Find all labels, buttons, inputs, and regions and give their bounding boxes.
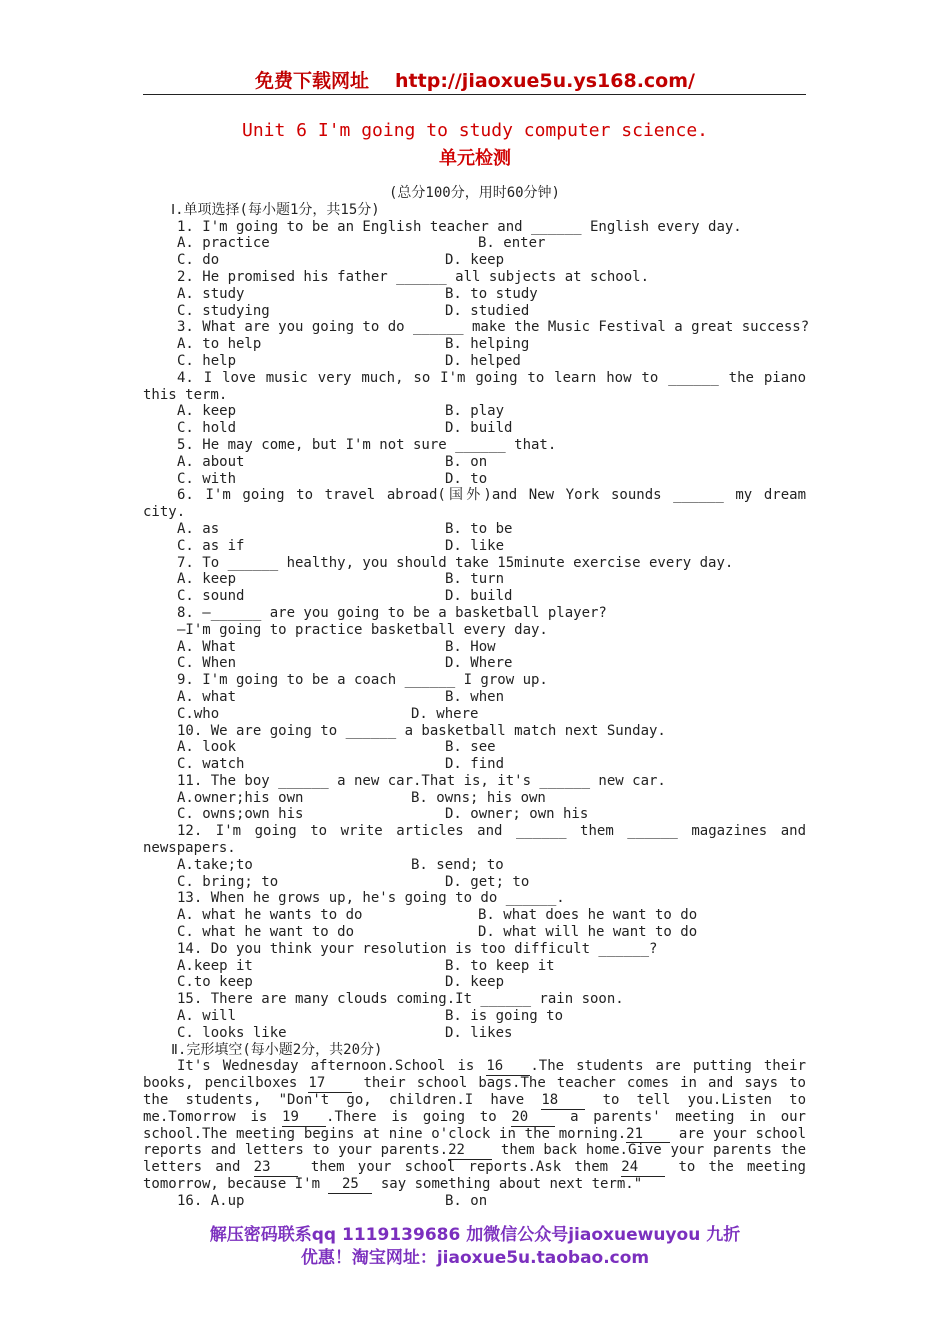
option: A. to help	[177, 336, 262, 353]
question-15: 15. There are many clouds coming.It ______ rain soon.	[177, 991, 624, 1008]
option: B. owns; his own	[411, 789, 546, 806]
options-row	[143, 706, 806, 723]
question-7: 7. To ______ healthy, you should take 15minute exercise every day.	[177, 554, 734, 571]
option: D. to	[445, 470, 488, 487]
options-row	[143, 739, 806, 756]
cloze-passage-line: tomorrow, because I'm 25 say something about next term."	[143, 1176, 643, 1193]
option: C. as if	[177, 537, 245, 554]
cloze-blank: 18	[541, 1092, 585, 1110]
question-8: 8. —______ are you going to be a basketball player?	[177, 604, 607, 621]
options-row	[143, 790, 806, 807]
option: B. on	[445, 1192, 488, 1209]
question-3: 3. What are you going to do ______ make the Music Festival a great success?	[177, 319, 810, 336]
option: B. play	[445, 403, 505, 420]
cloze-passage-line: the students, "Don't go, children.I have 18 to tell you.Listen to	[143, 1092, 807, 1109]
option: D. studied	[445, 302, 530, 319]
question-5: 5. He may come, but I'm not sure ______ that.	[177, 436, 557, 453]
option: C. watch	[177, 756, 245, 773]
options-row	[143, 454, 806, 471]
options-row	[143, 806, 806, 823]
header-url-link[interactable]: http://jiaoxue5u.ys168.com/	[395, 70, 695, 92]
option: D. keep	[445, 974, 505, 991]
option: D. owner; own his	[445, 806, 589, 823]
option: D. Where	[445, 655, 513, 672]
options-row	[143, 756, 806, 773]
options-row	[143, 874, 806, 891]
option: D. get; to	[445, 873, 530, 890]
option: C. do	[177, 252, 220, 269]
option: C. bring; to	[177, 873, 279, 890]
cloze-blank: 17	[308, 1075, 352, 1093]
section-heading: Ⅱ.完形填空(每小题2分，共20分)	[171, 1041, 383, 1058]
option: A. What	[177, 638, 237, 655]
cloze-passage-line: school.The meeting begins at nine o'clock in the morning.21 are your school	[143, 1125, 807, 1142]
option: A. what	[177, 688, 237, 705]
page-header	[0, 66, 950, 93]
options-row	[143, 639, 806, 656]
option: D. find	[445, 756, 505, 773]
options-row	[143, 907, 806, 924]
options-row	[143, 286, 806, 303]
cloze-passage-line: It's Wednesday afternoon.School is 16 .The students are putting their	[177, 1058, 806, 1075]
options-row	[143, 235, 806, 252]
cloze-passage-line: letters and 23 them your school reports.Ask them 24 to the meeting	[143, 1159, 806, 1176]
cloze-passage-line: me.Tomorrow is 19 .There is going to 20 a parents' meeting in our	[143, 1108, 806, 1125]
cloze-passage-line: books, pencilboxes 17 their school bags.The teacher comes in and says to	[143, 1075, 806, 1092]
option: D. where	[411, 705, 479, 722]
option: A.owner;his own	[177, 789, 304, 806]
options-row	[143, 924, 806, 941]
option: A.keep it	[177, 957, 253, 974]
page-subtitle: 单元检测	[439, 148, 511, 169]
option: D. helped	[445, 352, 521, 369]
option: B. How	[445, 638, 496, 655]
question-8-response: —I'm going to practice basketball every day.	[177, 621, 548, 638]
option: A. will	[177, 1008, 237, 1025]
option: B. turn	[445, 571, 505, 588]
question-13: 13. When he grows up, he's going to do ______.	[177, 890, 565, 907]
options-row	[143, 403, 806, 420]
options-row	[143, 538, 806, 555]
option: C. studying	[177, 302, 270, 319]
options-row	[143, 303, 806, 320]
option: C. help	[177, 352, 237, 369]
options-row	[143, 958, 806, 975]
cloze-passage-line: reports and letters to your parents.22 them back home.Give your parents the	[143, 1142, 806, 1159]
question-4-continued: this term.	[143, 386, 228, 403]
option: B. helping	[445, 336, 530, 353]
cloze-blank: 24	[621, 1159, 665, 1177]
option: A. what he wants to do	[177, 907, 363, 924]
options-row	[143, 588, 806, 605]
option: D. build	[445, 588, 513, 605]
option: D. what will he want to do	[478, 924, 698, 941]
option: B. on	[445, 453, 488, 470]
page-title: Unit 6 I'm going to study computer science.	[242, 120, 708, 141]
question-12: 12. I'm going to write articles and ______ them ______ magazines and	[177, 823, 806, 840]
option: A. as	[177, 520, 220, 537]
question-12-continued: newspapers.	[143, 840, 236, 857]
question-11: 11. The boy ______ a new car.That is, it's ______ new car.	[177, 772, 666, 789]
option: D. build	[445, 420, 513, 437]
options-row	[143, 974, 806, 991]
option: 16. A.up	[177, 1192, 245, 1209]
cloze-blank: 23	[254, 1159, 298, 1177]
options-row	[143, 857, 806, 874]
option: B. see	[445, 739, 496, 756]
option: C. hold	[177, 420, 237, 437]
score-time-note: (总分100分，用时60分钟)	[388, 185, 560, 201]
question-14: 14. Do you think your resolution is too difficult ______?	[177, 940, 658, 957]
cloze-blank: 20	[511, 1109, 555, 1127]
option: C. When	[177, 655, 237, 672]
option: C.who	[177, 705, 220, 722]
question-4: 4. I love music very much, so I'm going to learn how to ______ the piano	[177, 369, 806, 386]
cloze-blank: 25	[328, 1176, 372, 1194]
options-row	[143, 1193, 806, 1210]
question-2: 2. He promised his father ______ all subjects at school.	[177, 268, 650, 285]
question-9: 9. I'm going to be a coach ______ I grow up.	[177, 672, 548, 689]
option: D. keep	[445, 252, 505, 269]
option: D. like	[445, 537, 505, 554]
question-6: 6. I'm going to travel abroad(国外)and New York sounds ______ my dream	[177, 487, 806, 504]
option: A. about	[177, 453, 245, 470]
cloze-blank: 16	[486, 1058, 530, 1076]
option: B. when	[445, 688, 505, 705]
option: B. to study	[445, 285, 538, 302]
option: B. to be	[445, 520, 513, 537]
option: A.take;to	[177, 856, 253, 873]
options-row	[143, 1008, 806, 1025]
option: C.to keep	[177, 974, 253, 991]
option: C. with	[177, 470, 237, 487]
option: C. owns;own his	[177, 806, 304, 823]
cloze-blank: 21	[626, 1126, 670, 1144]
options-row	[143, 655, 806, 672]
footer-shop-link[interactable]: 优惠！淘宝网址：jiaoxue5u.taobao.com	[300, 1248, 650, 1268]
header-site-name: 免费下载网址	[255, 70, 370, 92]
option: A. study	[177, 285, 245, 302]
options-row	[143, 689, 806, 706]
options-row	[143, 571, 806, 588]
document-body	[143, 185, 810, 1210]
option: B. to keep it	[445, 957, 555, 974]
options-row	[143, 471, 806, 488]
options-row	[143, 336, 806, 353]
option: A. look	[177, 739, 237, 756]
option: C. looks like	[177, 1024, 287, 1041]
options-row	[143, 420, 806, 437]
options-row	[143, 1025, 806, 1042]
options-row	[143, 252, 806, 269]
options-row	[143, 353, 806, 370]
option: B. what does he want to do	[478, 907, 698, 924]
header-divider	[143, 94, 806, 95]
option: A. practice	[177, 235, 270, 252]
option: B. enter	[478, 235, 546, 252]
section-heading: Ⅰ.单项选择(每小题1分，共15分)	[171, 201, 380, 218]
question-1: 1. I'm going to be an English teacher and ______ English every day.	[177, 218, 742, 235]
cloze-blank: 22	[448, 1142, 492, 1160]
option: D. likes	[445, 1024, 513, 1041]
options-row	[143, 521, 806, 538]
cloze-blank: 19	[282, 1109, 326, 1127]
footer-contact: 解压密码联系qq 1119139686 加微信公众号jiaoxuewuyou 九折	[209, 1225, 741, 1245]
option: C. what he want to do	[177, 924, 355, 941]
question-6-continued: city.	[143, 504, 186, 521]
option: B. is going to	[445, 1008, 564, 1025]
option: A. keep	[177, 571, 237, 588]
question-10: 10. We are going to ______ a basketball match next Sunday.	[177, 722, 666, 739]
option: A. keep	[177, 403, 237, 420]
option: B. send; to	[411, 856, 504, 873]
option: C. sound	[177, 588, 245, 605]
